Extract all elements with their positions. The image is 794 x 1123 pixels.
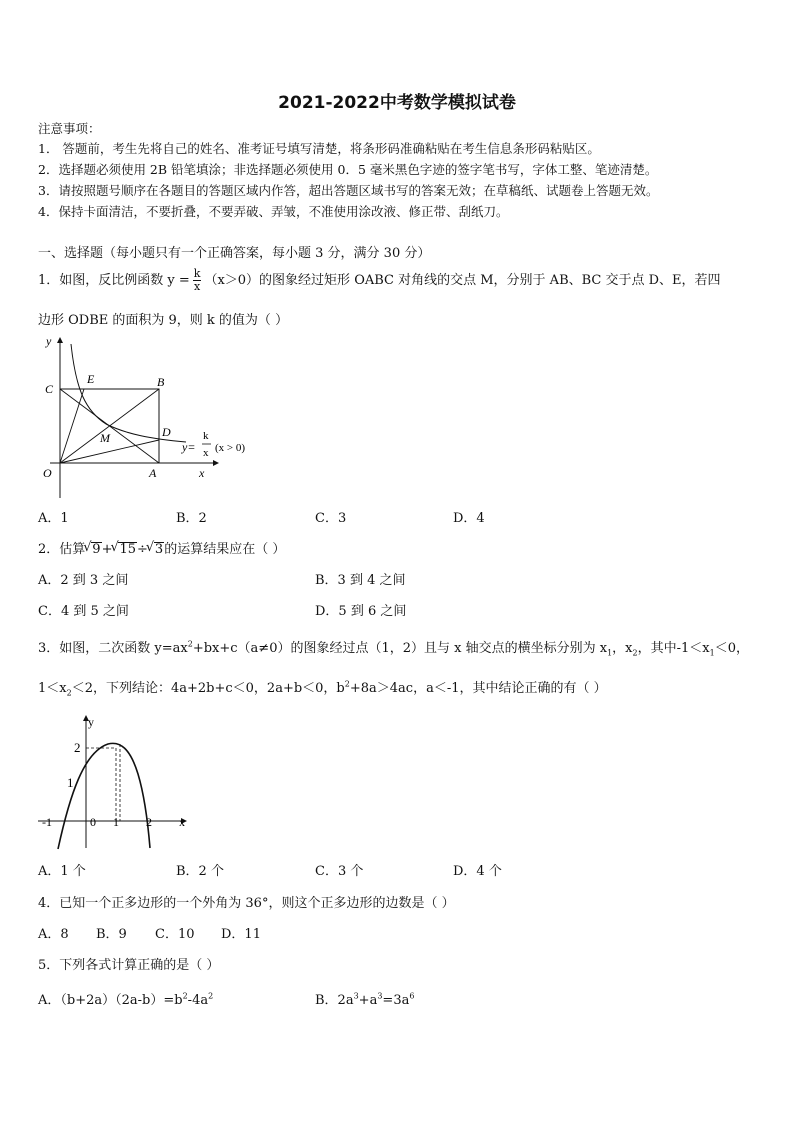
q4-option-b[interactable]: B．9 xyxy=(96,927,127,942)
q1-label-e: E xyxy=(87,372,95,386)
q1-label-x: x xyxy=(199,466,205,480)
q4-option-d[interactable]: D．11 xyxy=(221,927,261,942)
q1-label-d: D xyxy=(162,425,171,439)
q1-stem-line2: 边形 ODBE 的面积为 9，则 k 的值为（ ） xyxy=(38,313,289,328)
q2-divide: ÷ xyxy=(137,542,148,557)
q1-eq-lhs: y= xyxy=(182,440,196,454)
q1-option-d[interactable]: D．4 xyxy=(453,511,485,526)
q3-sub-c: 1 xyxy=(709,648,715,658)
q2-suffix: 的运算结果应在（ ） xyxy=(164,542,286,557)
q3-label-x: x xyxy=(179,815,185,829)
q3-option-c[interactable]: C．3 个 xyxy=(315,864,364,879)
q1-option-b[interactable]: B．2 xyxy=(176,511,207,526)
q5-b-t1: B．2a xyxy=(315,993,354,1008)
q3-t7: ＜2，下列结论：4a+2b+c＜0，2a+b＜0，b xyxy=(71,681,345,696)
q2-sqrt-3: √ 3 xyxy=(154,542,164,557)
q4-option-c[interactable]: C．10 xyxy=(155,927,195,942)
q5-a-sup1: 2 xyxy=(182,991,188,1001)
q1-label-c: C xyxy=(45,382,54,396)
q1-eq-num: k xyxy=(203,430,209,442)
q3-option-d[interactable]: D．4 个 xyxy=(453,864,502,879)
q5-option-b[interactable] xyxy=(315,992,414,1010)
q1-label-m: M xyxy=(100,431,110,445)
q5-a-t1: A．（b+2a）（2a-b）=b xyxy=(38,993,183,1008)
q2-option-a[interactable]: A．2 到 3 之间 xyxy=(38,573,129,588)
q1-option-a[interactable]: A．1 xyxy=(38,511,69,526)
q3-figure xyxy=(36,714,192,854)
q2-sqrt-9: √ 9 xyxy=(91,542,101,557)
notice-item-1: 1． 答题前，考生先将自己的姓名、准考证号填写清楚，将条形码准确粘贴在考生信息条形码粘贴区。 xyxy=(38,141,600,156)
q3-option-a[interactable]: A．1 个 xyxy=(38,864,86,879)
q3-tick-m1: -1 xyxy=(42,815,52,829)
q3-t5: ＜0， xyxy=(714,641,749,656)
q1-frac-den: x xyxy=(194,280,201,293)
notice-heading: 注意事项： xyxy=(38,121,101,136)
q3-tick-1: 1 xyxy=(67,775,74,790)
q2-option-c[interactable]: C．4 到 5 之间 xyxy=(38,604,129,619)
q1-stem xyxy=(38,268,721,293)
q2-stem xyxy=(38,541,285,559)
q5-b-sup3: 6 xyxy=(409,991,415,1001)
section-heading: 一、选择题（每小题只有一个正确答案，每小题 3 分，满分 30 分） xyxy=(38,246,431,261)
q1-label-a: A xyxy=(149,466,157,480)
q5-a-sup2: 2 xyxy=(208,991,214,1001)
q5-stem: 5．下列各式计算正确的是（ ） xyxy=(38,958,220,973)
page-title: 2021-2022中考数学模拟试卷 xyxy=(278,93,516,113)
q3-sub-b: 2 xyxy=(632,648,638,658)
q2-option-b[interactable]: B．3 到 4 之间 xyxy=(315,573,406,588)
q1-option-c[interactable]: C．3 xyxy=(315,511,347,526)
q3-stem-line2 xyxy=(38,680,607,698)
notice-item-2: 2．选择题必须使用 2B 铅笔填涂；非选择题必须使用 0．5 毫米黑色字迹的签字笔书写，字体工整、笔迹清楚。 xyxy=(38,162,658,177)
q3-sub-a: 1 xyxy=(607,648,613,658)
q2-plus: + xyxy=(101,542,113,557)
q1-text-a: 1．如图，反比例函数 y = xyxy=(38,273,190,288)
q3-sub-d: 2 xyxy=(66,688,72,698)
q5-b-sup1: 3 xyxy=(353,991,359,1001)
q1-frac-num: k xyxy=(193,267,201,280)
q3-stem-line1 xyxy=(38,640,749,658)
q3-option-b[interactable]: B．2 个 xyxy=(176,864,224,879)
q1-figure xyxy=(36,336,266,502)
q3-parabola xyxy=(58,743,150,849)
q5-b-t3: =3a xyxy=(382,993,410,1008)
q3-t6: 1＜x xyxy=(38,681,67,696)
q3-t1: 3．如图，二次函数 y=ax xyxy=(38,641,188,656)
q3-label-y: y xyxy=(88,715,94,729)
q3-t4: ，其中-1＜x xyxy=(637,641,710,656)
q3-t2: +bx+c（a≠0）的图象经过点（1，2）且与 x 轴交点的横坐标分别为 x xyxy=(192,641,608,656)
q1-label-y: y xyxy=(46,336,52,348)
q3-tick-x2: 2 xyxy=(146,815,152,829)
q3-sup-a: 2 xyxy=(187,639,193,649)
q1-eq-den: x xyxy=(203,447,209,459)
q1-fraction xyxy=(193,268,202,293)
q3-t3: ，x xyxy=(612,641,633,656)
q1-eq-cond: (x > 0) xyxy=(215,442,246,454)
q3-tick-0: 0 xyxy=(90,815,96,829)
notice-item-3: 3．请按照题号顺序在各题目的答题区域内作答，超出答题区域书写的答案无效；在草稿纸、试题卷上答题无效。 xyxy=(38,183,659,198)
q1-segment-oe xyxy=(60,389,84,463)
q1-label-b: B xyxy=(157,375,165,389)
q5-a-t2: -4a xyxy=(187,993,209,1008)
q3-tick-x1: 1 xyxy=(113,815,119,829)
q3-t8: +8a＞4ac，a＜-1，其中结论正确的有（ ） xyxy=(349,681,607,696)
q4-stem: 4．已知一个正多边形的一个外角为 36°，则这个正多边形的边数是（ ） xyxy=(38,896,455,911)
q5-b-t2: +a xyxy=(358,993,378,1008)
q5-b-sup2: 3 xyxy=(377,991,383,1001)
q1-label-o: O xyxy=(43,466,52,480)
q1-text-b: （x＞0）的图象经过矩形 OABC 对角线的交点 M，分别于 AB、BC 交于点 D、E，若四 xyxy=(204,273,721,288)
q3-sup-b: 2 xyxy=(344,679,350,689)
q5-option-a[interactable] xyxy=(38,992,213,1010)
q2-sqrt-15: √ 15 xyxy=(118,542,137,557)
q2-prefix: 2．估算 xyxy=(38,542,86,557)
q3-tick-2: 2 xyxy=(74,740,81,755)
notice-item-4: 4．保持卡面清洁，不要折叠，不要弄破、弄皱，不准使用涂改液、修正带、刮纸刀。 xyxy=(38,204,509,219)
q2-option-d[interactable]: D．5 到 6 之间 xyxy=(315,604,407,619)
q4-option-a[interactable]: A．8 xyxy=(38,927,69,942)
